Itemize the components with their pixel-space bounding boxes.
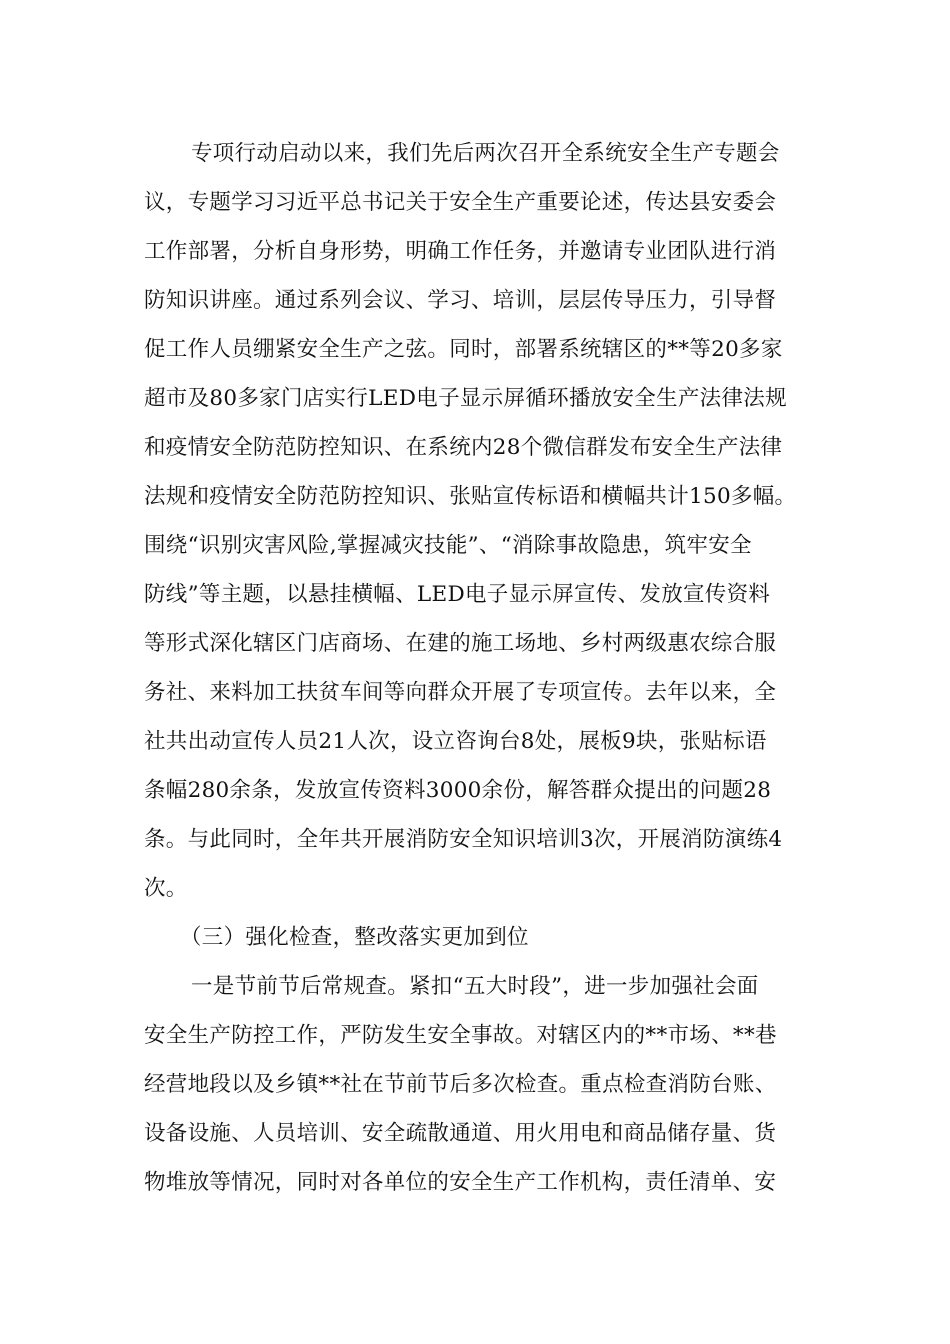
paragraph-line: 和疫情安全防范防控知识、在系统内28个微信群发布安全生产法律 [144, 435, 783, 460]
paragraph-line: 法规和疫情安全防范防控知识、张贴宣传标语和横幅共计150多幅。 [144, 484, 797, 509]
paragraph-line: 超市及80多家门店实行LED电子显示屏循环播放安全生产法律法规 [144, 386, 787, 411]
section-heading: （三）强化检查，整改落实更加到位 [180, 925, 529, 950]
paragraph-line: 条。与此同时，全年共开展消防安全知识培训3次，开展消防演练4 [144, 827, 783, 852]
paragraph-line: 工作部署，分析自身形势，明确工作任务，并邀请专业团队进行消 [144, 239, 777, 264]
paragraph-line: 安全生产防控工作，严防发生安全事故。对辖区内的**市场、**巷 [144, 1023, 777, 1048]
paragraph-line: 防线”等主题，以悬挂横幅、LED电子显示屏宣传、发放宣传资料 [144, 582, 771, 607]
paragraph-line: 一是节前节后常规查。紧扣“五大时段”，进一步加强社会面 [191, 974, 759, 999]
paragraph-line: 设备设施、人员培训、安全疏散通道、用火用电和商品储存量、货 [144, 1121, 777, 1146]
paragraph-line: 围绕“识别灾害风险,掌握减灾技能”、“消除事故隐患，筑牢安全 [144, 533, 752, 558]
paragraph-line: 防知识讲座。通过系列会议、学习、培训，层层传导压力，引导督 [144, 288, 777, 313]
paragraph-line: 议，专题学习习近平总书记关于安全生产重要论述，传达县安委会 [144, 190, 777, 215]
paragraph-line: 条幅280余条，发放宣传资料3000余份，解答群众提出的问题28 [144, 778, 772, 803]
paragraph-line: 务社、来料加工扶贫车间等向群众开展了专项宣传。去年以来，全 [144, 680, 777, 705]
paragraph-line: 促工作人员绷紧安全生产之弦。同时，部署系统辖区的**等20多家 [144, 337, 783, 362]
paragraph-line: 经营地段以及乡镇**社在节前节后多次检查。重点检查消防台账、 [144, 1072, 777, 1097]
paragraph-line: 等形式深化辖区门店商场、在建的施工场地、乡村两级惠农综合服 [144, 631, 777, 656]
paragraph-line: 物堆放等情况，同时对各单位的安全生产工作机构，责任清单、安 [144, 1170, 777, 1195]
paragraph-line: 专项行动启动以来，我们先后两次召开全系统安全生产专题会 [191, 141, 780, 166]
paragraph-line: 次。 [144, 876, 188, 901]
paragraph-line: 社共出动宣传人员21人次，设立咨询台8处，展板9块，张贴标语 [144, 729, 767, 754]
